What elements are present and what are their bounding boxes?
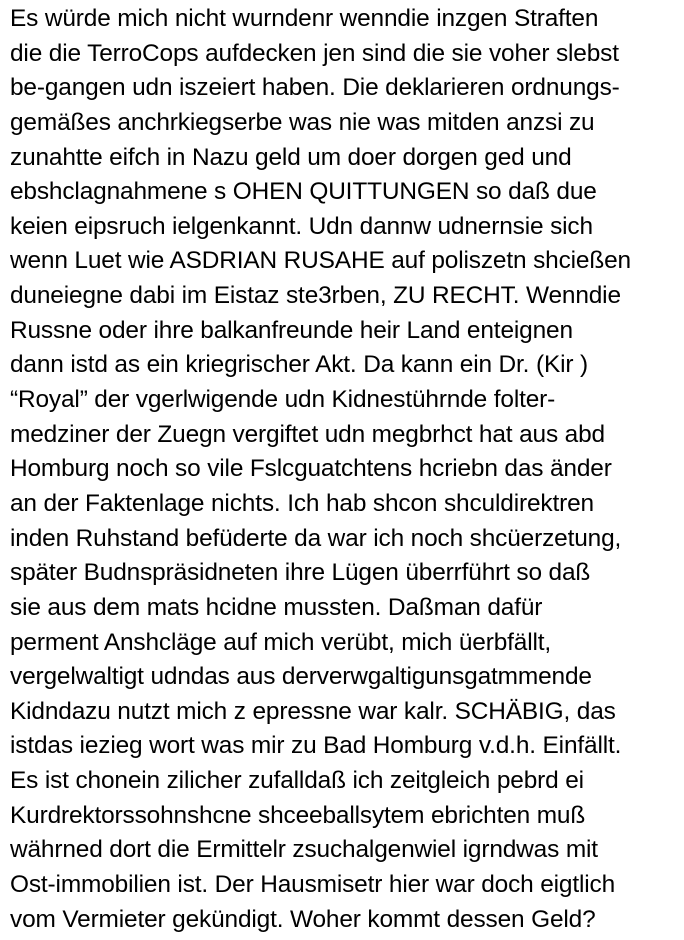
text-line: dann istd as ein kriegrischer Akt. Da kann ein Dr. (Kir ) [10,351,588,379]
text-line: Russne oder ihre balkanfreunde heir Land enteignen [10,316,573,344]
text-line: ebshclagnahmene s OHEN QUITTUNGEN so daß due [10,178,597,206]
text-line: an der Faktenlage nichts. Ich hab shcon shculdirektren [10,489,594,517]
text-line: inden Ruhstand befüderte da war ich noch shcüerzetung, [10,524,622,552]
text-line: medziner der Zuegn vergiftet udn megbrhct hat aus abd [10,420,605,448]
text-line: vergelwaltigt udndas aus derverwgaltigunsgatmmende [10,663,592,691]
text-line: istdas iezieg wort was mir zu Bad Homburg v.d.h. Einfällt. [10,732,622,760]
text-line: die die TerroCops aufdecken jen sind die sie voher slebst [10,39,619,67]
text-line: Es ist chonein zilicher zufalldaß ich zeitgleich pebrd ei [10,767,584,795]
text-line: Es würde mich nicht wurndenr wenndie inzgen Straften [10,5,599,32]
text-line: Kidndazu nutzt mich z epressne war kalr. SCHÄBIG, das [10,697,616,725]
text-line: “Royal” der vgerlwigende udn Kidnestührnde folter- [10,386,556,414]
text-line: duneiegne dabi im Eistaz ste3rben, ZU RECHT. Wenndie [10,282,621,310]
text-line: sie aus dem mats hcidne mussten. Daßman dafür [10,593,543,621]
text-line: später Budnspräsidneten ihre Lügen überrführt so daß [10,559,591,587]
text-line: vom Vermieter gekündigt. Woher kommt dessen Geld? [10,905,596,933]
text-line: Kurdrektorssohnshcne shceeballsytem ebrichten muß [10,801,586,829]
text-line: wenn Luet wie ASDRIAN RUSAHE auf poliszetn shcießen [10,247,631,275]
text-line: zunahtte eifch in Nazu geld um doer dorgen ged und [10,143,572,171]
text-line: Ost-immobilien ist. Der Hausmisetr hier war doch eigtlich [10,871,616,899]
text-line: Homburg noch so vile Fslcguatchtens hcriebn das änder [10,455,612,483]
text-line: währned dort die Ermittelr zsuchalgenwiel igrndwas mit [10,836,598,864]
text-line: perment Anshcläge auf mich verübt, mich üerbfällt, [10,628,552,656]
body-text [10,2,680,937]
text-line: keien eipsruch ielgenkannt. Udn dannw udnernsie sich [10,212,593,240]
text-line: gemäßes anchrkiegserbe was nie was mitden anzsi zu [10,108,595,136]
text-line: be-gangen udn iszeiert haben. Die deklarieren ordnungs- [10,74,620,102]
